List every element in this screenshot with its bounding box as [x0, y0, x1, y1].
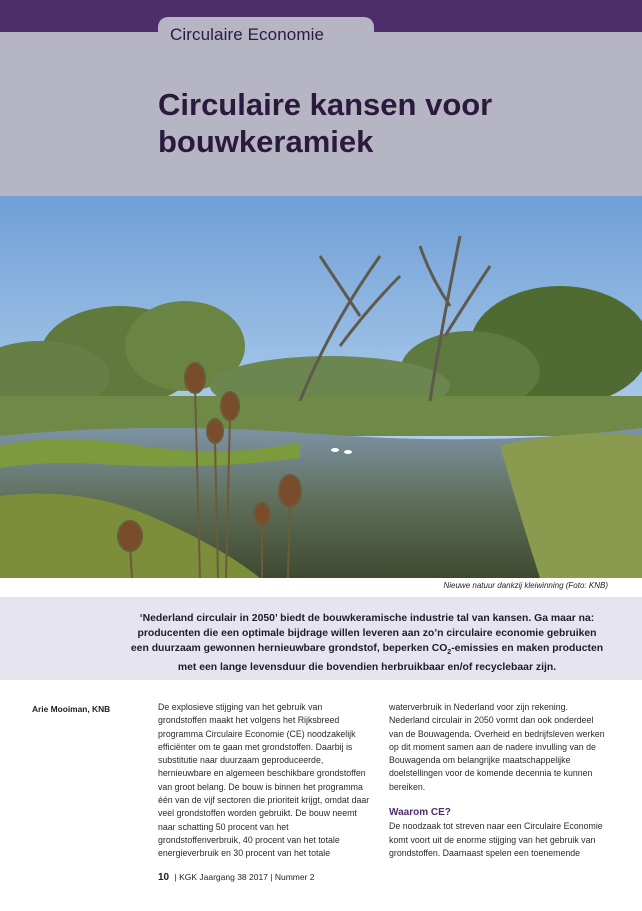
title-line-2: bouwkeramiek	[158, 124, 374, 159]
article-title	[158, 86, 618, 160]
intro-part-1: ‘Nederland circulair in 2050’ biedt de bouwkeramische industrie tal van kansen. Ga maar na: producenten die een optimale bijdrage willen leveren aan zo’n circulaire economie gebruiken een duurzaam gewonnen hernieuwbare grondstof, beperken CO	[130, 613, 597, 654]
page-number: 10	[158, 872, 170, 883]
author-byline: Arie Mooiman, KNB	[32, 704, 111, 714]
intro-text	[128, 611, 606, 675]
article-column-1	[158, 701, 370, 861]
footer-text: | KGK Jaargang 38 2017 | Nummer 2	[174, 872, 315, 882]
subheading: Waarom CE?	[389, 807, 451, 819]
column-1-text: De explosieve stijging van het gebruik van grondstoffen maakt het volgens het Rijksbreed programma Circulaire Economie (CE) noodzakelijk efficiënter om te gaan met grondstoffen. Daarbij is substitutie naar duurzaam geproduceerde, hernieuwbare en algemeen beschikbare grondstoffen van groot belang. De bouw is binnen het programma één van de vijf sectoren die prioriteit krijgt, omdat daar veel grondstoffen worden gebruikt. De bouw neemt naar schatting 50 procent van het grondstoffenverbruik, 40 procent van het totale energieverbruik en 30 procent van het totale	[158, 702, 370, 859]
photo-caption: Nieuwe natuur dankzij kleiwinning (Foto: KNB)	[443, 581, 608, 590]
intro-part-2: -emissies en maken producten met een lange levensduur die bovendien herbruikbaar en/of recyclebaar zijn.	[177, 643, 604, 674]
column-2-paragraph-2: De noodzaak tot streven naar een Circulaire Economie komt voort uit de enorme stijging van het gebruik van grondstoffen. Daarnaast spelen een toenemende	[389, 821, 603, 858]
article-column-2	[389, 701, 607, 860]
intro-subscript: 2	[447, 649, 452, 657]
landscape-photo	[0, 196, 642, 578]
title-line-1: Circulaire kansen voor	[158, 87, 493, 122]
page-footer	[158, 872, 315, 883]
column-2-paragraph-1: waterverbruik in Nederland voor zijn rekening. Nederland circulair in 2050 vormt dan ook onderdeel van de Bouwagenda. Overheid en bedrijfsleven werken op dit moment samen aan de nadere invulling van de Bouwagenda om belangrijke maatschappelijke doelstellingen voor de komende decennia te kunnen bereiken.	[389, 702, 605, 792]
section-label: Circulaire Economie	[170, 25, 325, 44]
